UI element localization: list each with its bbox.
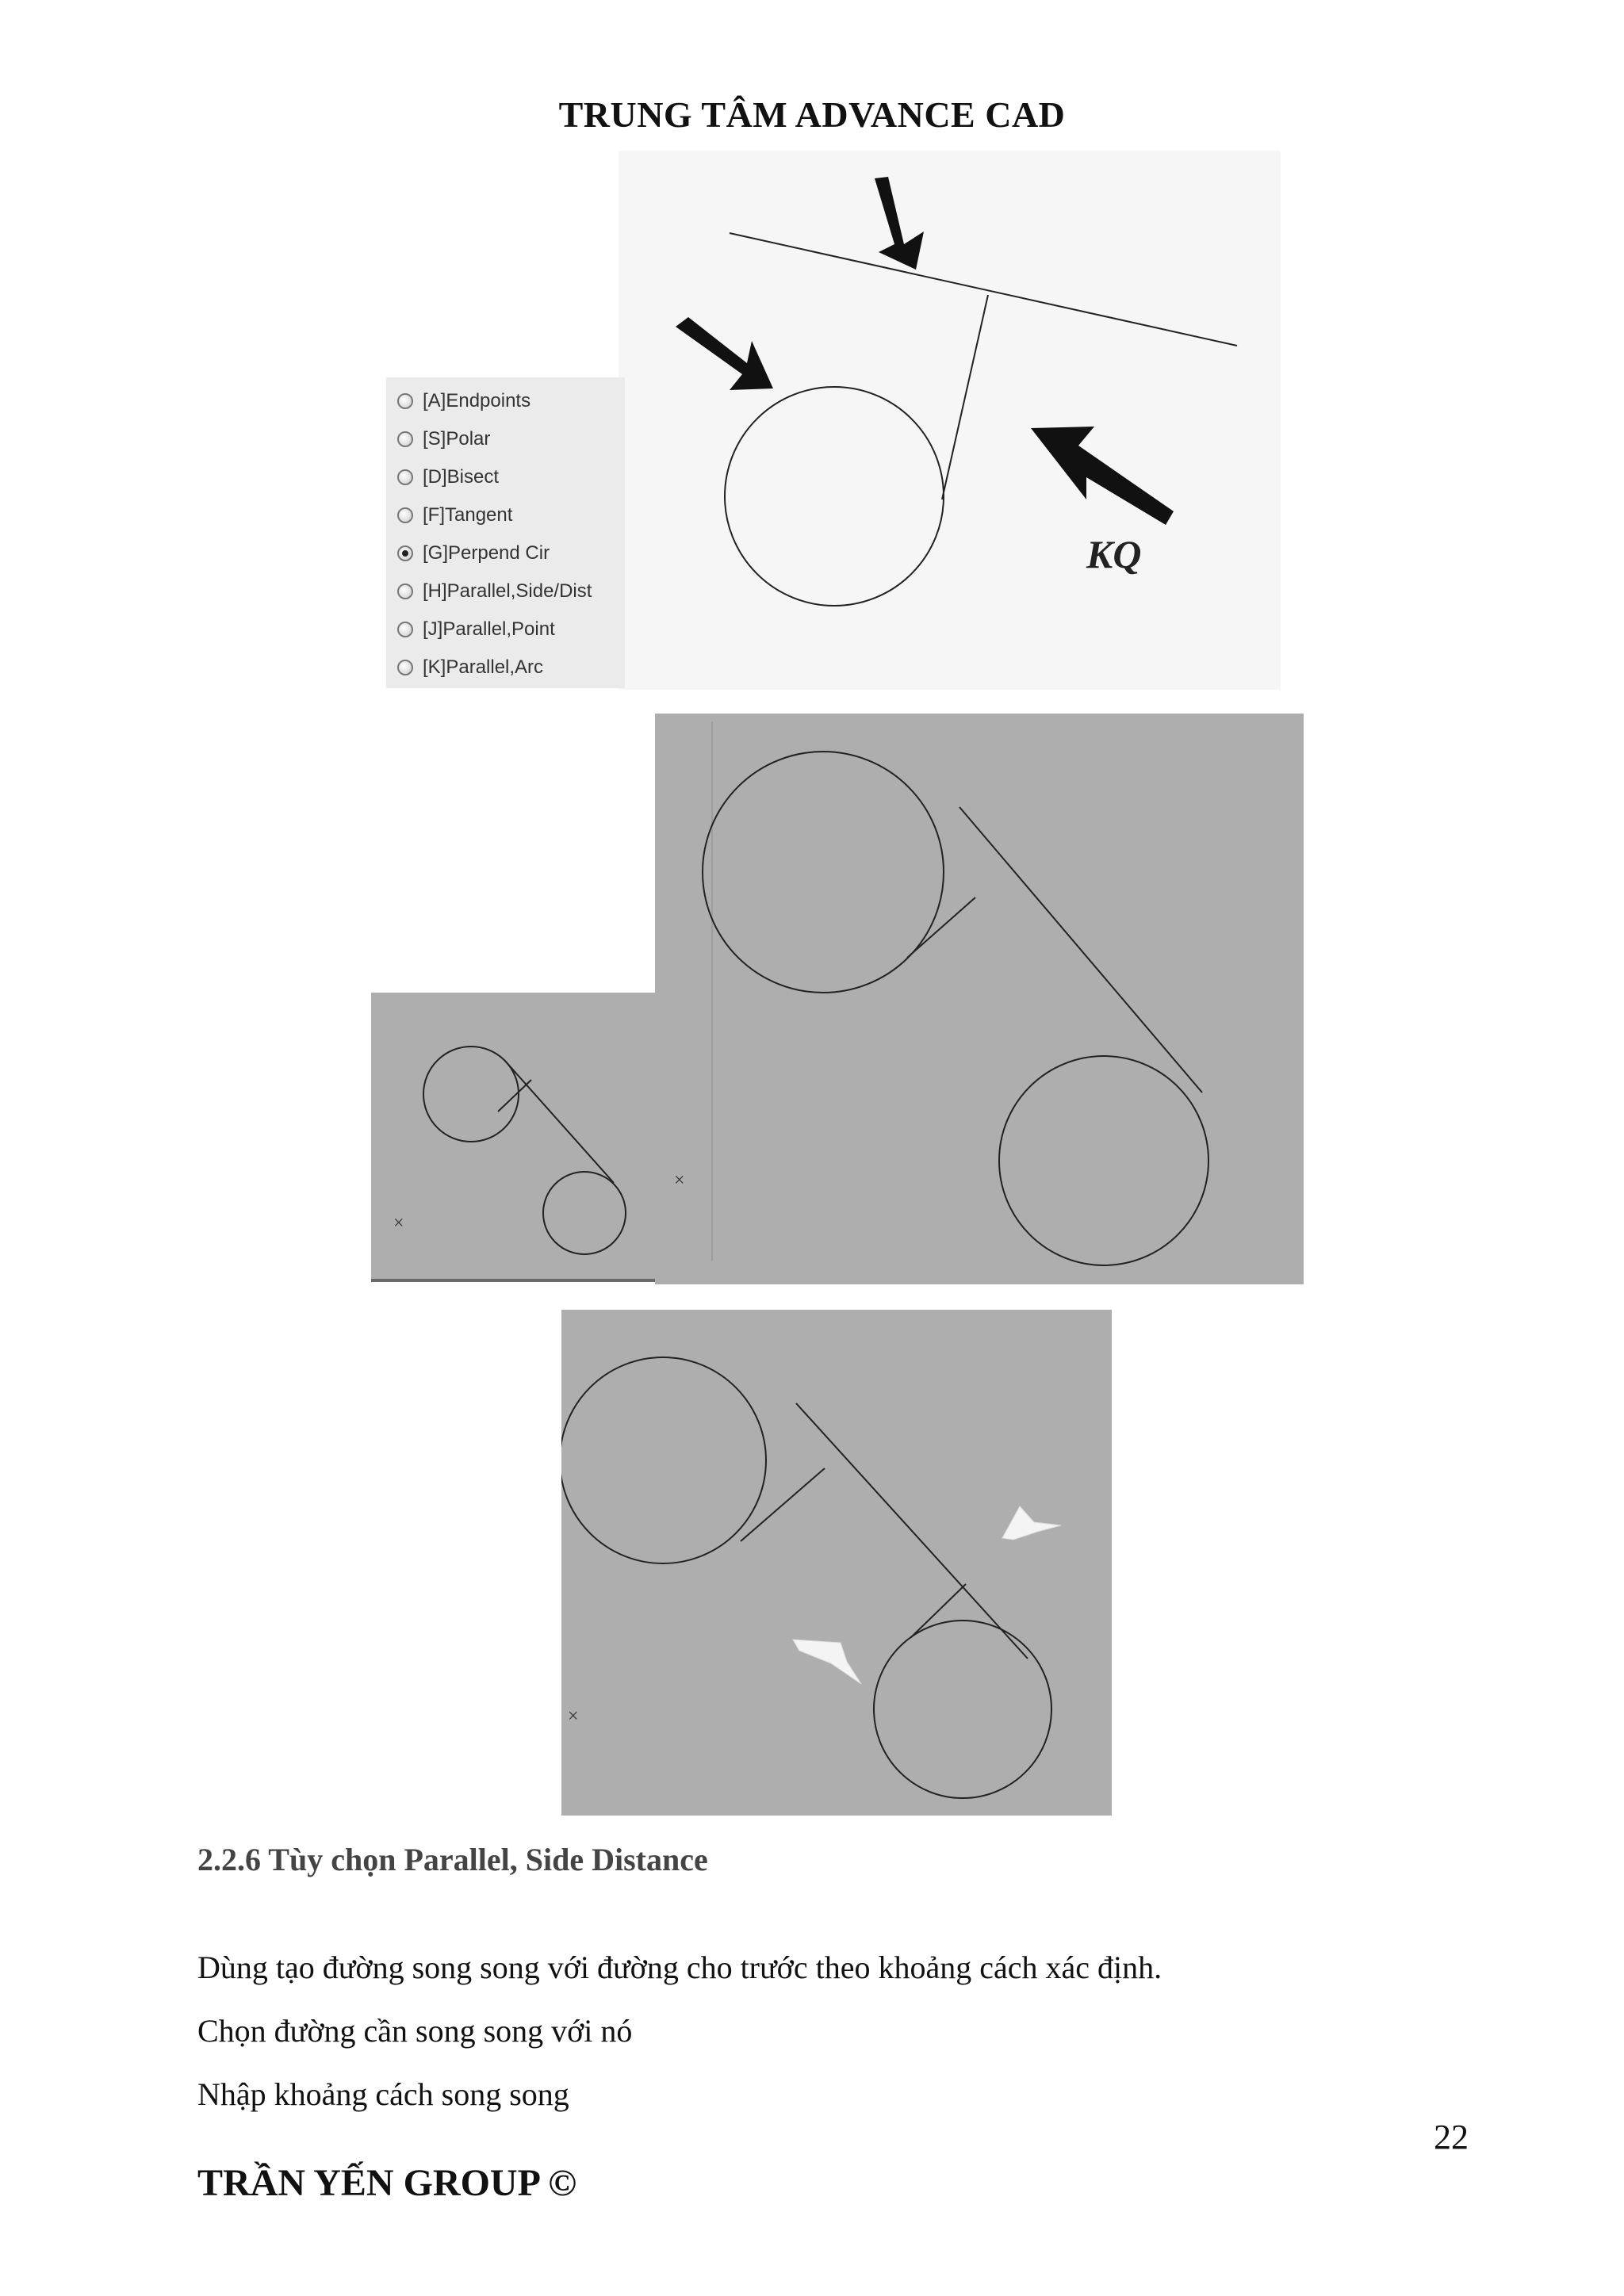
radio-option-parallel-side-dist[interactable]: [H]Parallel,Side/Dist [397, 579, 592, 604]
paragraph: Nhập khoảng cách song song [197, 2076, 569, 2112]
radio-icon [397, 507, 413, 523]
radio-icon [397, 431, 413, 447]
arrow-icon [1002, 1506, 1061, 1540]
footer-copyright: TRẦN YẾN GROUP © [197, 2162, 577, 2204]
arrow-icon [676, 317, 773, 390]
ucs-marker-icon: × [568, 1706, 579, 1727]
small-circles-screenshot [371, 993, 655, 1282]
ucs-marker-icon: × [393, 1213, 404, 1234]
arrow-icon [793, 1640, 861, 1684]
paragraph: Chọn đường cần song song với nó [197, 2013, 633, 2049]
arrow-icon [1031, 427, 1174, 525]
page-number: 22 [1434, 2118, 1469, 2156]
paragraph: Dùng tạo đường song song với đường cho trước theo khoảng cách xác định. [197, 1950, 1162, 1985]
section-heading: 2.2.6 Tùy chọn Parallel, Side Distance [197, 1842, 708, 1877]
page-header: TRUNG TÂM ADVANCE CAD [558, 94, 1066, 135]
radio-icon [397, 469, 413, 485]
result-label: KQ [1086, 532, 1142, 576]
radio-option-polar[interactable]: [S]Polar [397, 427, 490, 452]
radio-option-endpoints[interactable]: [A]Endpoints [397, 388, 530, 414]
radio-icon [397, 660, 413, 675]
perpendicular-lines-screenshot [561, 1310, 1112, 1816]
ucs-marker-icon: × [674, 1170, 685, 1191]
radio-option-bisect[interactable]: [D]Bisect [397, 465, 499, 490]
radio-option-parallel-arc[interactable]: [K]Parallel,Arc [397, 655, 543, 680]
radio-icon [397, 584, 413, 599]
radio-option-perpend-cir[interactable]: [G]Perpend Cir [397, 541, 550, 566]
radio-option-parallel-point[interactable]: [J]Parallel,Point [397, 617, 555, 642]
radio-option-tangent[interactable]: [F]Tangent [397, 503, 512, 528]
arrow-icon [875, 177, 924, 270]
radio-selected-icon [397, 545, 413, 561]
perpend-circle-illustration [619, 151, 1281, 690]
option-radio-list [386, 377, 625, 688]
radio-icon [397, 393, 413, 409]
large-circles-screenshot [655, 714, 1304, 1284]
radio-icon [397, 622, 413, 637]
